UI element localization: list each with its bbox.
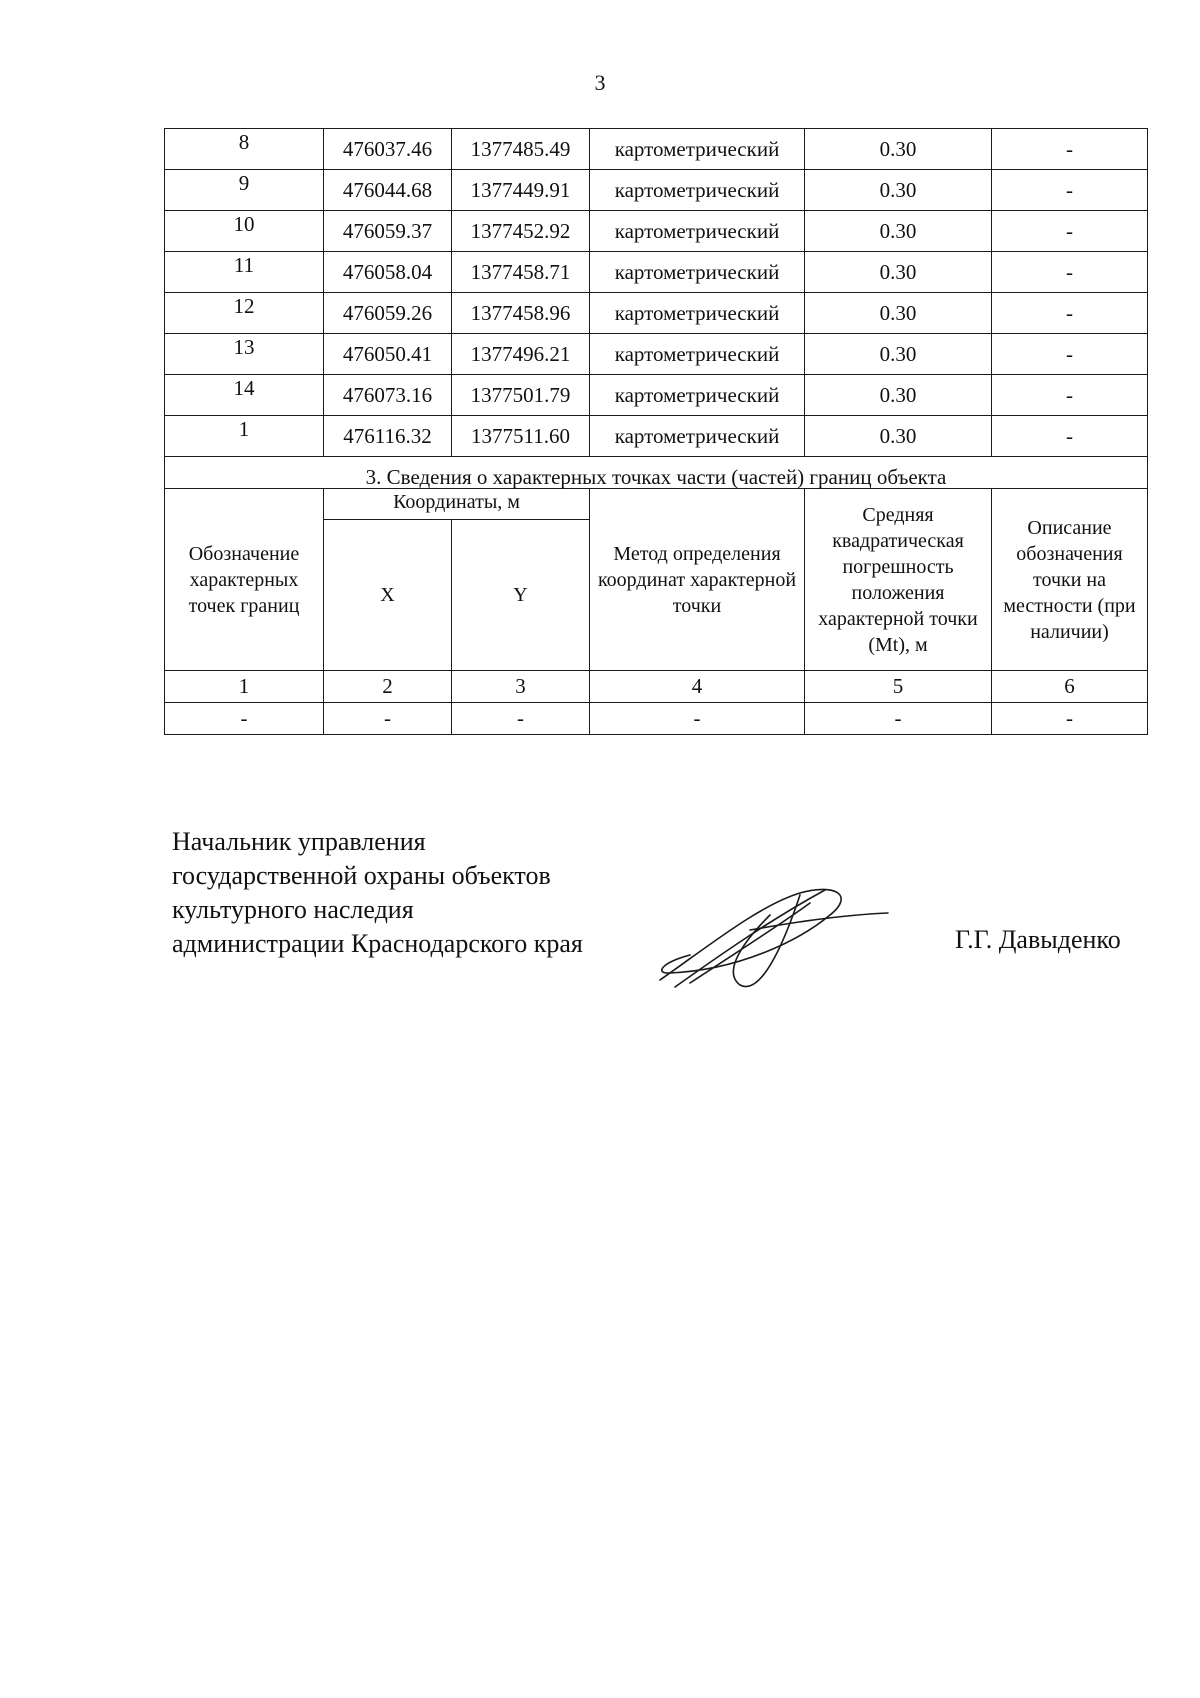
cell-description: - [992, 129, 1148, 170]
header-description: Описание обозначения точки на местности (при наличии) [992, 489, 1148, 671]
cell-point: 13 [165, 334, 324, 375]
cell-method: картометрический [590, 416, 805, 457]
table-row [165, 252, 1148, 293]
section-3-empty-row [165, 703, 1148, 735]
cell-accuracy: 0.30 [805, 334, 992, 375]
empty-cell: - [324, 703, 452, 735]
cell-description: - [992, 416, 1148, 457]
signatory-position-line: культурного наследия [172, 895, 414, 924]
signatory-name: Г.Г. Давыденко [955, 925, 1121, 954]
cell-y: 1377458.96 [452, 293, 590, 334]
cell-point: 8 [165, 129, 324, 170]
cell-point: 14 [165, 375, 324, 416]
section-3-title: 3. Сведения о характерных точках части (частей) границ объекта [165, 457, 1148, 489]
empty-cell: - [992, 703, 1148, 735]
table-row [165, 375, 1148, 416]
cell-point: 1 [165, 416, 324, 457]
cell-method: картометрический [590, 129, 805, 170]
cell-accuracy: 0.30 [805, 129, 992, 170]
cell-x: 476058.04 [324, 252, 452, 293]
cell-description: - [992, 170, 1148, 211]
cell-method: картометрический [590, 334, 805, 375]
cell-point: 9 [165, 170, 324, 211]
cell-description: - [992, 252, 1148, 293]
table-row [165, 293, 1148, 334]
cell-x: 476059.26 [324, 293, 452, 334]
cell-method: картометрический [590, 170, 805, 211]
cell-point: 12 [165, 293, 324, 334]
signatory-position-line: государственной охраны объектов [172, 861, 551, 890]
cell-method: картометрический [590, 375, 805, 416]
column-number: 6 [992, 671, 1148, 703]
cell-y: 1377496.21 [452, 334, 590, 375]
header-x: X [324, 520, 452, 671]
cell-y: 1377485.49 [452, 129, 590, 170]
cell-point: 11 [165, 252, 324, 293]
empty-cell: - [805, 703, 992, 735]
cell-description: - [992, 334, 1148, 375]
header-coordinates: Координаты, м [324, 489, 590, 520]
column-numbers-row [165, 671, 1148, 703]
signatory-position-line: Начальник управления [172, 827, 426, 856]
cell-y: 1377501.79 [452, 375, 590, 416]
cell-x: 476116.32 [324, 416, 452, 457]
cell-method: картометрический [590, 252, 805, 293]
coordinates-rows [165, 129, 1148, 457]
cell-accuracy: 0.30 [805, 375, 992, 416]
column-number: 3 [452, 671, 590, 703]
empty-cell: - [452, 703, 590, 735]
cell-y: 1377458.71 [452, 252, 590, 293]
cell-accuracy: 0.30 [805, 170, 992, 211]
header-accuracy: Средняя квадратическая погрешность положения характерной точки (Mt), м [805, 489, 992, 671]
cell-y: 1377449.91 [452, 170, 590, 211]
signatory-position-line: администрации Краснодарского края [172, 929, 583, 958]
section-3-title-row [165, 457, 1148, 489]
empty-cell: - [165, 703, 324, 735]
column-number: 2 [324, 671, 452, 703]
cell-method: картометрический [590, 293, 805, 334]
cell-accuracy: 0.30 [805, 211, 992, 252]
handwritten-signature [650, 875, 890, 995]
coordinates-table [164, 128, 1148, 735]
cell-x: 476037.46 [324, 129, 452, 170]
table-row [165, 129, 1148, 170]
header-y: Y [452, 520, 590, 671]
cell-accuracy: 0.30 [805, 293, 992, 334]
header-method: Метод определения координат характерной точки [590, 489, 805, 671]
cell-description: - [992, 211, 1148, 252]
cell-accuracy: 0.30 [805, 252, 992, 293]
cell-x: 476059.37 [324, 211, 452, 252]
table-row [165, 416, 1148, 457]
cell-description: - [992, 293, 1148, 334]
signatory-position [172, 825, 583, 961]
cell-x: 476044.68 [324, 170, 452, 211]
page-number: 3 [594, 70, 606, 95]
column-number: 5 [805, 671, 992, 703]
table-row [165, 170, 1148, 211]
header-point-designation: Обозначение характерных точек границ [165, 489, 324, 671]
cell-point: 10 [165, 211, 324, 252]
cell-y: 1377452.92 [452, 211, 590, 252]
empty-cell: - [590, 703, 805, 735]
cell-method: картометрический [590, 211, 805, 252]
table-row [165, 211, 1148, 252]
section-3-header-row [165, 489, 1148, 520]
cell-x: 476073.16 [324, 375, 452, 416]
column-number: 1 [165, 671, 324, 703]
cell-accuracy: 0.30 [805, 416, 992, 457]
column-number: 4 [590, 671, 805, 703]
cell-y: 1377511.60 [452, 416, 590, 457]
table-row [165, 334, 1148, 375]
cell-x: 476050.41 [324, 334, 452, 375]
cell-description: - [992, 375, 1148, 416]
